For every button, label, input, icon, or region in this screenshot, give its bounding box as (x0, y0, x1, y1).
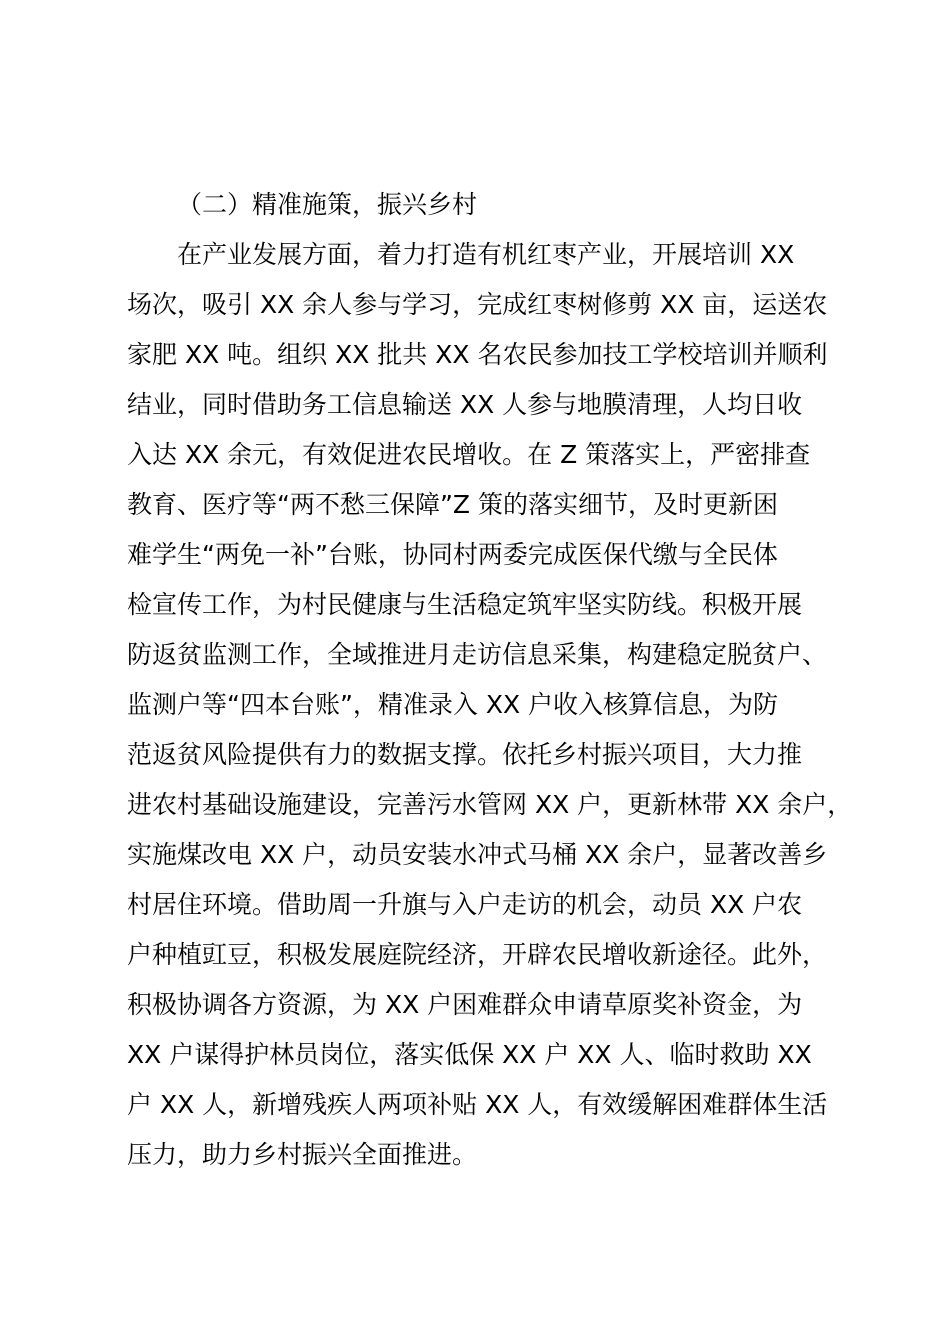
paragraph-line: 防返贫监测工作，全域推进月走访信息采集，构建稳定脱贫户、 (127, 640, 828, 669)
paragraph-line: 户种植豇豆，积极发展庭院经济，开辟农民增收新途径。此外， (127, 940, 828, 969)
paragraph-line: 入达 XX 余元，有效促进农民增收。在 Z 策落实上，严密排查 (127, 440, 811, 469)
paragraph-line: 范返贫风险提供有力的数据支撑。依托乡村振兴项目，大力推 (127, 740, 803, 769)
section-heading: （二）精准施策，振兴乡村 (177, 190, 478, 219)
paragraph-line: XX 户谋得护林员岗位，落实低保 XX 户 XX 人、临时救助 XX (127, 1040, 812, 1069)
paragraph-line: 家肥 XX 吨。组织 XX 批共 XX 名农民参加技工学校培训并顺利 (127, 340, 828, 369)
paragraph-line: 难学生“两免一补”台账，协同村两委完成医保代缴与全民体 (127, 540, 778, 569)
document-body (127, 180, 857, 1180)
paragraph-line: 户 XX 人，新增残疾人两项补贴 XX 人，有效缓解困难群体生活 (127, 1090, 828, 1119)
paragraph-line: 积极协调各方资源，为 XX 户困难群众申请草原奖补资金，为 (127, 990, 803, 1019)
body-paragraph (127, 230, 857, 1180)
paragraph-line: 场次，吸引 XX 余人参与学习，完成红枣树修剪 XX 亩，运送农 (127, 290, 828, 319)
paragraph-line: 进农村基础设施建设，完善污水管网 XX 户，更新林带 XX 余户， (127, 790, 853, 819)
paragraph-line: 村居住环境。借助周一升旗与入户走访的机会，动员 XX 户农 (127, 890, 803, 919)
paragraph-line: 教育、医疗等“两不愁三保障”Z 策的落实细节，及时更新困 (127, 490, 778, 519)
paragraph-line: 实施煤改电 XX 户，动员安装水冲式马桶 XX 余户，显著改善乡 (127, 840, 828, 869)
paragraph-line: 结业，同时借助务工信息输送 XX 人参与地膜清理，人均日收 (127, 390, 803, 419)
paragraph-line: 在产业发展方面，着力打造有机红枣产业，开展培训 XX (177, 240, 795, 269)
paragraph-line: 监测户等“四本台账”，精准录入 XX 户收入核算信息，为防 (127, 690, 779, 719)
paragraph-line: 检宣传工作，为村民健康与生活稳定筑牢坚实防线。积极开展 (127, 590, 803, 619)
paragraph-line: 压力，助力乡村振兴全面推进。 (127, 1140, 478, 1169)
